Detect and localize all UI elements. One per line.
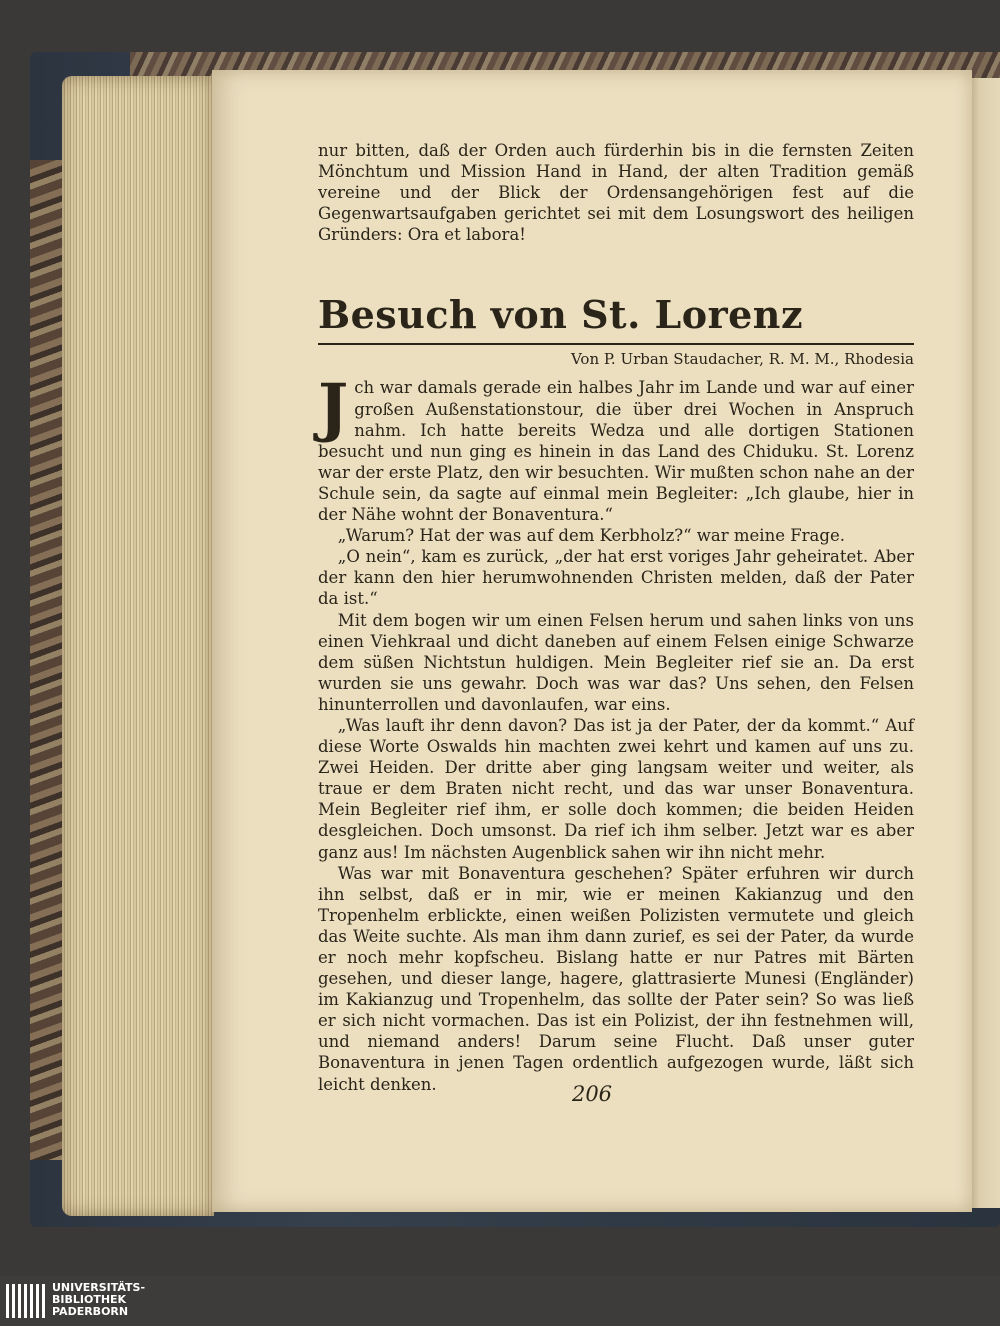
logo-line-1: UNIVERSITÄTS-	[52, 1281, 146, 1294]
article-title: Besuch von St. Lorenz	[318, 292, 804, 338]
paragraph-6: Was war mit Bonaventura geschehen? Später erfuhren wir durch ihn selbst, daß er in mir, wie er meinen Kakianzug und den Tropenhelm erblickte, einen weißen Polizisten vermutete und gleich das Weite suchte. Als man ihm dann zurief, es sei der Pater, da wurde er noch mehr kopfscheu. Bislang hatte er nur Patres mit Bärten gesehen, und dieser lange, hagere, glattrasierte Munesi (Engländer) im Kakianzug und Tropenhelm, das sollte der Pater sein? So was ließ er sich nicht vormachen. Das ist ein Polizist, der ihn festnehmen will, und niemand anders! Darum seine Flucht. Daß unser guter Bonaventura in jenen Tagen ordentlich aufgezogen wurde, läßt sich leicht denken.	[318, 863, 914, 1094]
drop-cap: J	[318, 370, 349, 446]
paragraph-1	[318, 370, 914, 525]
page-text	[318, 140, 914, 1095]
page-edges	[62, 76, 214, 1216]
byline: Von P. Urban Staudacher, R. M. M., Rhodesia	[570, 350, 914, 369]
logo-line-2: BIBLIOTHEK	[52, 1293, 127, 1306]
title-rule	[318, 343, 914, 345]
paragraph-1-text: ch war damals gerade ein halbes Jahr im Lande und war auf einer großen Außenstationstour, die über drei Wochen in Anspruch nahm. Ich hatte bereits Wedza und alle dortigen Stationen besucht und nun ging es hinein in das Land des Chiduku. St. Lorenz war der erste Platz, den wir besuchten. Wir mußten schon nahe an der Schule sein, da sagte auf einmal mein Begleiter: „Ich glaube, hier in der Nähe wohnt der Bonaventura.“	[318, 378, 914, 525]
paragraph-3: „O nein“, kam es zurück, „der hat erst voriges Jahr geheiratet. Aber der kann den hier herumwohnenden Christen melden, daß der Pater da ist.“	[318, 547, 914, 609]
library-logo-text	[52, 1282, 145, 1318]
marbled-edge-left	[30, 160, 66, 1160]
paragraph-4: Mit dem bogen wir um einen Felsen herum und sahen links von uns einen Viehkraal und dicht daneben auf einem Felsen einige Schwarze dem süßen Nichtstun huldigen. Mein Begleiter rief sie an. Da erst wurden sie uns gewahr. Doch was war das? Uns sehen, den Felsen hinunterrollen und davonlaufen, war eins.	[318, 610, 914, 714]
paragraph-2: „Warum? Hat der was auf dem Kerbholz?“ war meine Frage.	[337, 526, 845, 546]
library-logo-icon	[6, 1284, 46, 1318]
library-footer	[0, 1276, 1000, 1326]
logo-line-3: PADERBORN	[52, 1305, 129, 1318]
opening-paragraph: nur bitten, daß der Orden auch fürderhin bis in die fernsten Zeiten Mönchtum und Mission Hand in Hand, der alten Tradition gemäß vereine und der Blick der Ordensangehörigen fest auf die Gegenwartsaufgaben gerichtet sei mit dem Losungswort des heiligen Gründers: Ora et labora!	[318, 141, 914, 245]
page-number: 206	[571, 1082, 613, 1106]
paragraph-5: „Was lauft ihr denn davon? Das ist ja der Pater, der da kommt.“ Auf diese Worte Oswalds hin machten zwei kehrt und kamen auf uns zu. Zwei Heiden. Der dritte aber ging langsam weiter und weiter, als traue er dem Braten nicht recht, und das war unser Bonaventura. Mein Begleiter rief ihm, er solle doch kommen; die beiden Heiden desgleichen. Doch umsonst. Da rief ich ihm selber. Jetzt war es aber ganz aus! Im nächsten Augenblick sahen wir ihn nicht mehr.	[318, 715, 914, 862]
